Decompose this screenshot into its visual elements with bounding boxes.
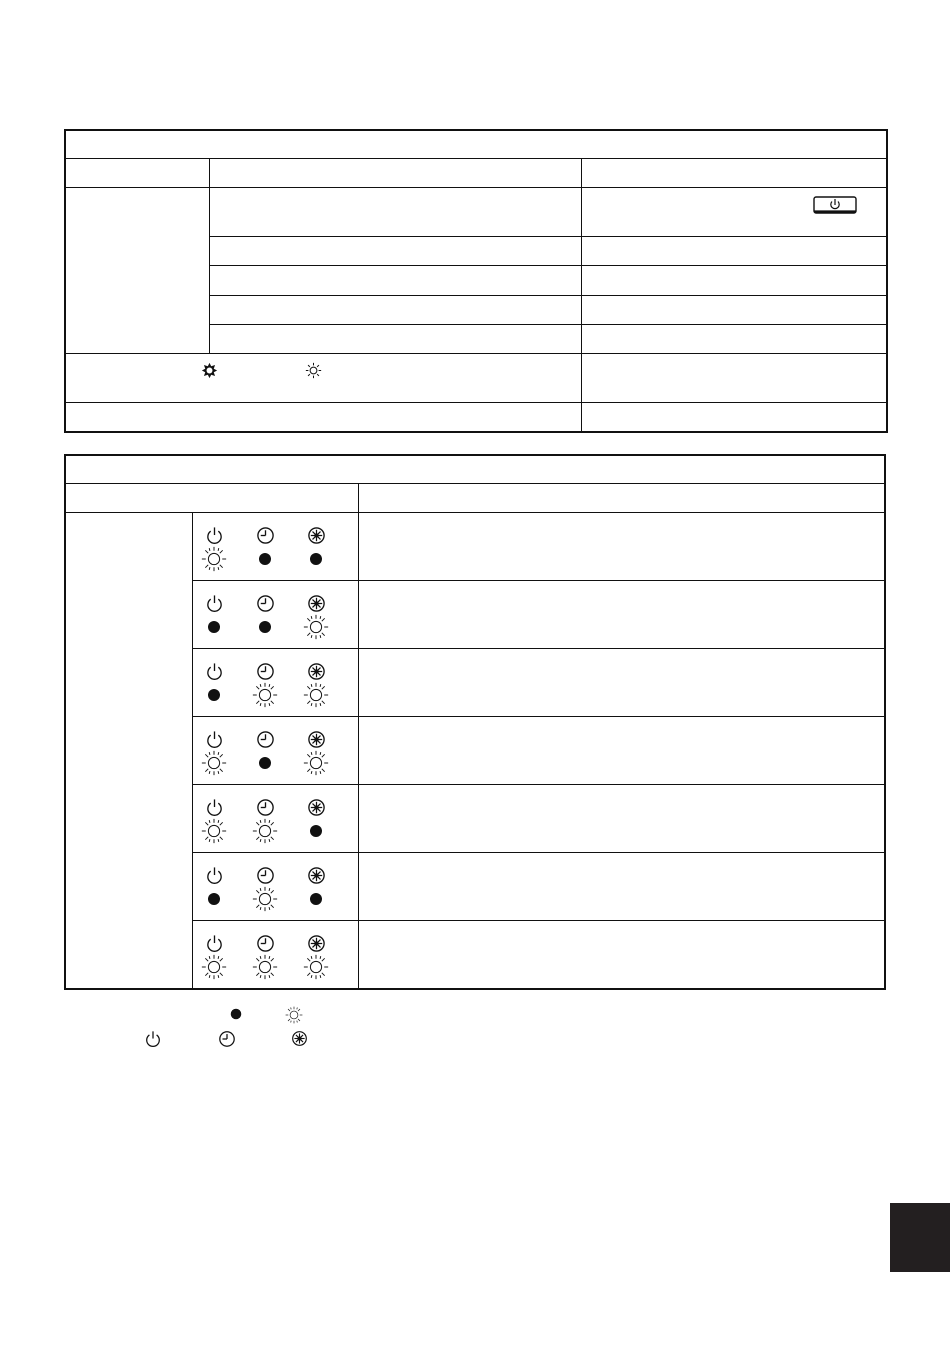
- filter-icon: [307, 594, 326, 613]
- table1-header: [70, 134, 880, 154]
- section-tab: [890, 1203, 950, 1272]
- table1-row-4-action: [587, 300, 882, 320]
- blink-icon: [252, 886, 278, 912]
- sun-icon: [305, 362, 322, 379]
- lit-dot-icon: [308, 823, 324, 839]
- blink-icon: [303, 682, 329, 708]
- table1-col-header-3: [587, 163, 882, 183]
- blink-icon: [303, 750, 329, 776]
- table1-row-1-desc: [215, 192, 575, 212]
- table1-row-7-desc: [70, 407, 575, 427]
- table2-header: [70, 459, 880, 479]
- power-icon: [205, 934, 224, 953]
- timer-icon: [256, 662, 275, 681]
- filled-dot-icon: [229, 1007, 243, 1021]
- filter-icon: [291, 1030, 308, 1047]
- blink-icon: [201, 750, 227, 776]
- timer-icon: [256, 730, 275, 749]
- blink-icon: [303, 954, 329, 980]
- lit-dot-icon: [257, 755, 273, 771]
- table1-row-4-desc: [215, 300, 575, 320]
- filter-icon: [307, 526, 326, 545]
- power-icon: [205, 730, 224, 749]
- table1-row-1-action: [587, 192, 797, 212]
- power-icon: [205, 866, 224, 885]
- timer-icon: [256, 594, 275, 613]
- indicator-row: [364, 588, 879, 608]
- table2-col-header-1: [70, 488, 352, 508]
- blink-icon: [285, 1006, 303, 1024]
- blink-icon: [252, 818, 278, 844]
- table1-row-7-action: [587, 407, 882, 427]
- blink-icon: [201, 954, 227, 980]
- table1-row-6-desc: [70, 360, 190, 380]
- lit-dot-icon: [257, 551, 273, 567]
- legend-text-lit: [70, 1006, 210, 1024]
- power-icon: [205, 662, 224, 681]
- filter-icon: [307, 730, 326, 749]
- indicator-row: [364, 520, 879, 540]
- power-icon: [205, 526, 224, 545]
- lit-dot-icon: [308, 551, 324, 567]
- timer-icon: [256, 866, 275, 885]
- table1-row-5-action: [587, 329, 882, 349]
- table1-col-header-1: [70, 163, 205, 183]
- power-icon: [205, 594, 224, 613]
- table1-row-3-action: [587, 270, 882, 290]
- blink-icon: [201, 546, 227, 572]
- table1-row-2-desc: [215, 241, 575, 261]
- blink-icon: [303, 614, 329, 640]
- table1-row-2-action: [587, 241, 882, 261]
- timer-icon: [218, 1030, 236, 1048]
- lit-dot-icon: [206, 891, 222, 907]
- timer-icon: [256, 526, 275, 545]
- filter-icon: [307, 934, 326, 953]
- legend-text-blink: [248, 1006, 284, 1024]
- timer-icon: [256, 934, 275, 953]
- blink-icon: [252, 954, 278, 980]
- lit-dot-icon: [257, 619, 273, 635]
- table2-first-col: [70, 518, 188, 538]
- filter-icon: [307, 866, 326, 885]
- gear-sun-icon: [201, 362, 218, 379]
- table1-row-5-desc: [215, 329, 575, 349]
- indicator-row: [364, 724, 879, 744]
- filter-icon: [307, 662, 326, 681]
- indicator-row: [364, 860, 879, 880]
- blink-icon: [201, 818, 227, 844]
- timer-icon: [256, 798, 275, 817]
- lit-dot-icon: [308, 891, 324, 907]
- table1-row-group-label: [70, 192, 205, 212]
- table2-col-header-2: [364, 488, 879, 508]
- indicator-row: [364, 792, 879, 812]
- lit-dot-icon: [206, 619, 222, 635]
- table1-col-header-2: [215, 163, 575, 183]
- blink-icon: [252, 682, 278, 708]
- power-icon: [205, 798, 224, 817]
- filter-icon: [307, 798, 326, 817]
- table1-row-6-action: [587, 360, 882, 380]
- table1-row-3-desc: [215, 270, 575, 290]
- indicator-row: [364, 656, 879, 676]
- power-button-icon: [813, 196, 857, 214]
- power-icon: [144, 1030, 162, 1048]
- lit-dot-icon: [206, 687, 222, 703]
- indicator-row: [364, 928, 879, 948]
